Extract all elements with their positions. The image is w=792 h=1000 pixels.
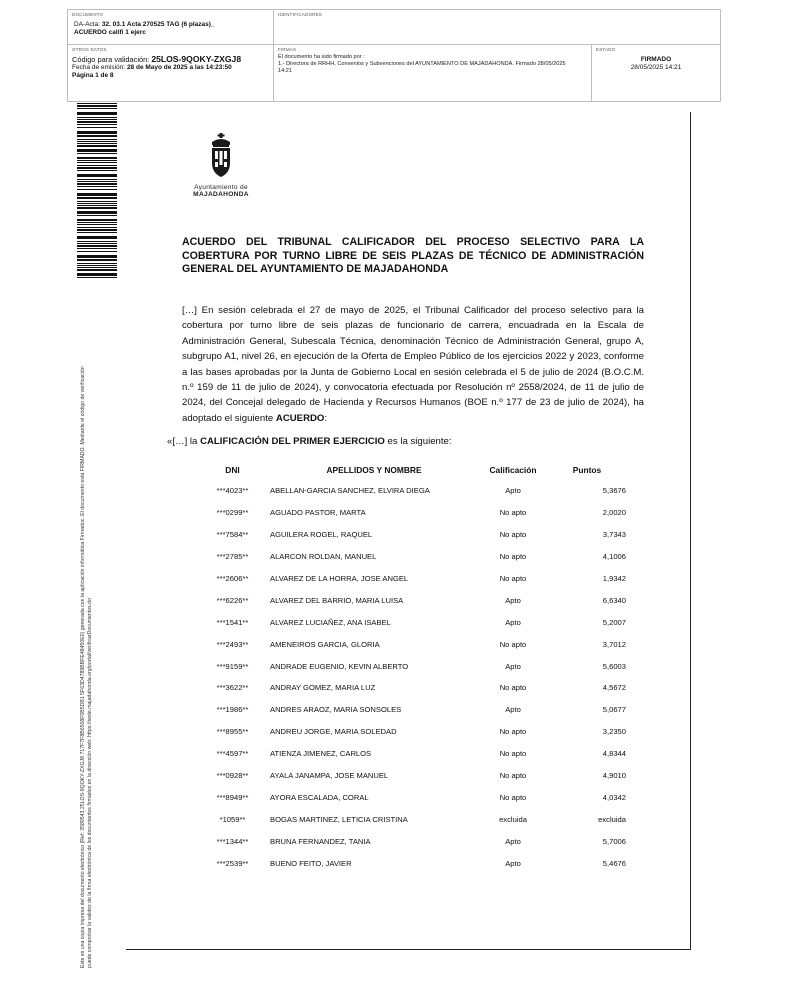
barcode-bar [77, 181, 117, 182]
barcode-bar [77, 193, 117, 196]
puntos-cell: 4,8344 [602, 749, 626, 759]
barcode-bar [77, 186, 117, 187]
calificacion-cell: Apto [505, 661, 521, 671]
puntos-cell: 1,9342 [602, 574, 626, 583]
puntos-cell: 6,6340 [602, 595, 626, 605]
barcode-bar [77, 205, 117, 206]
barcode-bar [77, 215, 117, 216]
puntos-cell: 5,3676 [602, 486, 626, 496]
documento-line2: ACUERDO califi 1 ejerc [74, 29, 146, 36]
barcode-bar [77, 153, 117, 154]
barcode-bar [77, 112, 117, 115]
name-cell: ANDRADE EUGENIO, KEVIN ALBERTO [270, 661, 409, 671]
dni-cell: ***0928** [216, 771, 249, 781]
barcode-bar [77, 263, 117, 264]
barcode-bar [77, 135, 117, 137]
header-puntos: Puntos [572, 465, 602, 475]
barcode-bar [77, 143, 117, 144]
barcode-bar [77, 160, 117, 161]
barcode-bar [77, 183, 117, 185]
barcode-bar [77, 124, 117, 125]
codigo-validacion: Código para validación: 25LOS-9QOKY-ZXGJ8 [72, 54, 242, 64]
barcode-bar [77, 131, 117, 134]
barcode-bar [77, 127, 117, 128]
dni-cell: ***2539** [216, 858, 249, 868]
table-row [200, 633, 626, 655]
firmas-line1: El documento ha sido firmado por : [278, 54, 365, 60]
name-cell: BUENO FEITO, JAVIER [270, 858, 352, 868]
estado-value: FIRMADO [640, 56, 672, 63]
firmas-line3: 14:21 [278, 68, 292, 74]
puntos-cell: 2,0020 [602, 508, 626, 518]
barcode-bar [77, 232, 117, 233]
table-row [200, 786, 626, 808]
table-row [200, 721, 626, 743]
barcode-bar [77, 227, 117, 228]
barcode-bar [77, 170, 117, 171]
table-row [200, 677, 626, 699]
identificadores-label: IDENTIFICADORES [278, 12, 323, 17]
table-row [200, 765, 626, 787]
firmas-cell [274, 45, 592, 102]
calificacion-cell: Apto [505, 486, 521, 496]
side-text-line1: Este es una copia impresa del documento electrónico (Ref: 3589543 25LOS-9QOKY-ZXGJ8 717F7F8B6508F0B5DB1 5F63D4789BBFE48450E0) generada con la aplicación informática Firmadoc. El documento está FIRMADO. Mediante el código de verificación [80, 366, 86, 968]
barcode-bar [77, 165, 117, 166]
barcode-bar [77, 121, 117, 123]
name-cell: ALVAREZ DE LA HORRA, JOSE ANGEL [270, 574, 409, 583]
table-row [200, 524, 626, 546]
table-intro: «[…] la CALIFICACIÓN DEL PRIMER EJERCICIO es la siguiente: [167, 436, 452, 447]
calificacion-cell: Apto [505, 595, 521, 605]
barcode-bar [77, 211, 117, 214]
name-cell: ALVAREZ LUCIAÑEZ, ANA ISABEL [270, 617, 391, 627]
table-row [200, 546, 626, 568]
dni-cell: ***1344** [216, 836, 249, 846]
dni-cell: *1059** [219, 814, 246, 824]
name-cell: ANDRAY GOMEZ, MARIA LUZ [270, 683, 376, 693]
barcode-bar [77, 117, 117, 118]
puntos-cell: 4,1006 [602, 552, 626, 562]
barcode-bar [77, 162, 117, 163]
side-text-line2: puede comprobar la validez de la firma electrónica de los documentos firmados en la dirección web: https://sede.majadahonda.org/portal/verificarDocumentos.do [86, 598, 93, 968]
dni-cell: ***8955** [216, 727, 249, 737]
barcode-bar [77, 245, 117, 247]
puntos-cell: 4,0342 [602, 792, 626, 802]
name-cell: AMENEIROS GARCIA, GLORIA [270, 639, 380, 649]
barcode-bar [77, 222, 117, 223]
results-table [200, 460, 626, 874]
barcode-bar [77, 248, 117, 249]
barcode-bar [77, 179, 117, 180]
barcode-bar [77, 229, 117, 231]
estado-label: ESTADO [596, 47, 616, 52]
identificadores-cell [274, 10, 720, 45]
barcode-bar [77, 145, 117, 147]
table-body [200, 480, 626, 874]
barcode-bar [77, 201, 117, 202]
table-row [200, 852, 626, 874]
barcode-bar [77, 157, 117, 159]
barcode-bar [77, 167, 117, 169]
calificacion-cell: No apto [499, 639, 527, 649]
otros-datos-cell [68, 45, 274, 102]
logo-line1: Ayuntamiento de [194, 184, 248, 191]
name-cell: ANDREU JORGE, MARIA SOLEDAD [270, 727, 397, 737]
documento-label: DOCUMENTO [72, 12, 104, 17]
puntos-cell: 3,7343 [602, 530, 626, 540]
dni-cell: ***1986** [216, 705, 249, 715]
barcode-bar [77, 174, 117, 177]
firmas-line2: 1.- Directora de RRHH, Convenios y Subvenciones del AYUNTAMIENTO DE MAJADAHONDA. Firmado 28/05/2025 [278, 61, 566, 67]
signature-header [67, 9, 721, 102]
table-row [200, 743, 626, 765]
barcode-bar [77, 224, 117, 225]
table-row [200, 699, 626, 721]
calificacion-cell: No apto [499, 508, 527, 518]
dni-cell: ***6226** [216, 595, 249, 605]
table-row [200, 808, 626, 830]
header-dni: DNI [225, 465, 240, 475]
estado-fecha: 28/05/2025 14:21 [630, 64, 682, 71]
dni-cell: ***4597** [216, 749, 249, 759]
documento-line1: DA-Acta: 32. 03.1 Acta 270525 TAG (6 plazas)_ [74, 21, 215, 28]
name-cell: AYALA JANAMPA, JOSE MANUEL [270, 771, 389, 781]
dni-cell: ***3622** [216, 683, 249, 693]
puntos-cell: excluida [598, 814, 626, 824]
barcode-bar [77, 149, 117, 152]
name-cell: BRUNA FERNANDEZ, TANIA [270, 836, 371, 846]
table-row [200, 655, 626, 677]
calificacion-cell: No apto [499, 552, 527, 562]
barcode-bar [77, 105, 117, 107]
calificacion-cell: Apto [505, 836, 521, 846]
table-row [200, 589, 626, 611]
barcode-bar [77, 243, 117, 244]
barcode-bar [77, 103, 117, 104]
puntos-cell: 5,0677 [602, 705, 626, 715]
firmas-label: FIRMAS [278, 47, 297, 52]
document-title: ACUERDO DEL TRIBUNAL CALIFICADOR DEL PROCESO SELECTIVO PARA LA COBERTURA POR TURNO LIBRE DE SEIS PLAZAS DE TÉCNICO DE ADMINISTRACIÓN GENERAL DEL AYUNTAMIENTO DE MAJADAHONDA [182, 236, 644, 275]
table-header-row [200, 460, 626, 480]
dni-cell: ***2493** [216, 639, 249, 649]
puntos-cell: 3,2350 [602, 727, 626, 737]
name-cell: ATIENZA JIMENEZ, CARLOS [270, 749, 372, 759]
barcode-bar [77, 207, 117, 209]
barcode-bar [77, 255, 117, 258]
dni-cell: ***2785** [216, 552, 249, 562]
barcode-bar [77, 251, 117, 252]
barcode-bar [77, 203, 117, 204]
puntos-cell: 5,4676 [602, 858, 626, 868]
coat-of-arms-icon [204, 133, 238, 179]
calificacion-cell: No apto [499, 574, 527, 583]
dni-cell: ***8949** [216, 792, 249, 802]
calificacion-cell: Apto [505, 617, 521, 627]
otros-label: OTROS DATOS [72, 47, 107, 52]
calificacion-cell: No apto [499, 749, 527, 759]
dni-cell: ***1541** [216, 617, 249, 627]
barcode-bar [77, 236, 117, 239]
calificacion-cell: No apto [499, 530, 527, 540]
puntos-cell: 3,7012 [602, 639, 626, 649]
puntos-cell: 5,2007 [602, 617, 626, 627]
table-row [200, 480, 626, 502]
barcode-image [77, 103, 117, 281]
barcode-bar [77, 241, 117, 242]
barcode-bar [77, 219, 117, 221]
header-name: APELLIDOS Y NOMBRE [326, 465, 422, 475]
header-calificacion: Calificación [489, 465, 537, 475]
calificacion-cell: No apto [499, 792, 527, 802]
puntos-cell: 4,9010 [602, 771, 626, 781]
name-cell: ALARCON ROLDAN, MANUEL [270, 552, 377, 562]
barcode-bar [77, 197, 117, 199]
name-cell: ANDRES ARAOZ, MARIA SONSOLES [270, 705, 402, 715]
name-cell: AYORA ESCALADA, CORAL [270, 792, 369, 802]
barcode-bar [77, 141, 117, 142]
calificacion-cell: Apto [505, 705, 521, 715]
pagina: Página 1 de 8 [72, 72, 114, 79]
calificacion-cell: Apto [505, 858, 521, 868]
barcode-bar [77, 259, 117, 261]
barcode-bar [77, 139, 117, 140]
main-paragraph: […] En sesión celebrada el 27 de mayo de 2025, el Tribunal Calificador del proceso selectivo para la cobertura por turno libre de seis plazas de funcionario de carrera, encuadrada en la Escala de Administración General, Subescala Técnica, denominación Técnico de Administración General, grupo A, subgrupo A1, nivel 26, en ejecución de la Oferta de Empleo Público de los ejercicios 2022 y 2023, conforme a las bases aprobadas por la Junta de Gobierno Local en sesión celebrada el 5 de julio de 2024 (B.O.C.M. n.º 159 de 11 de julio de 2024), y convocatoria efectuada por Resolución nº 2558/2024, de 11 de julio de 2024, del Concejal delegado de Hacienda y Recursos Humanos (BOE n.º 177 de 23 de julio de 2024), ha adoptado el siguiente ACUERDO: [182, 305, 644, 424]
dni-cell: ***9159** [216, 661, 249, 671]
table-row [200, 611, 626, 633]
dni-cell: ***0299** [216, 508, 249, 518]
table-row [200, 568, 626, 590]
name-cell: ABELLAN-GARCIA SANCHEZ, ELVIRA DIEGA [270, 486, 430, 496]
name-cell: AGUILERA ROGEL, RAQUEL [270, 530, 373, 540]
barcode-bar [77, 189, 117, 190]
table-row [200, 502, 626, 524]
dni-cell: ***7584** [216, 530, 249, 540]
puntos-cell: 4,5672 [602, 683, 626, 693]
puntos-cell: 5,6003 [602, 661, 626, 671]
barcode-bar [77, 108, 117, 109]
documento-cell [68, 10, 274, 45]
calificacion-cell: No apto [499, 683, 527, 693]
barcode-bar [77, 119, 117, 120]
barcode-bar [77, 265, 117, 266]
estado-cell [592, 45, 720, 102]
name-cell: ALVAREZ DEL BARRIO, MARIA LUISA [270, 595, 404, 605]
puntos-cell: 5,7006 [602, 836, 626, 846]
name-cell: AGUADO PASTOR, MARTA [270, 508, 366, 518]
table-row [200, 830, 626, 852]
verification-side-text [80, 268, 93, 968]
dni-cell: ***2606** [216, 574, 249, 583]
logo-line2: MAJADAHONDA [193, 191, 249, 198]
city-logo [188, 133, 254, 203]
calificacion-cell: No apto [499, 771, 527, 781]
dni-cell: ***4023** [216, 486, 249, 496]
fecha-emision: Fecha de emisión: 28 de Mayo de 2025 a las 14:23:50 [72, 64, 232, 71]
calificacion-cell: excluida [499, 814, 527, 824]
calificacion-cell: No apto [499, 727, 527, 737]
name-cell: BOGAS MARTINEZ, LETICIA CRISTINA [270, 814, 408, 824]
